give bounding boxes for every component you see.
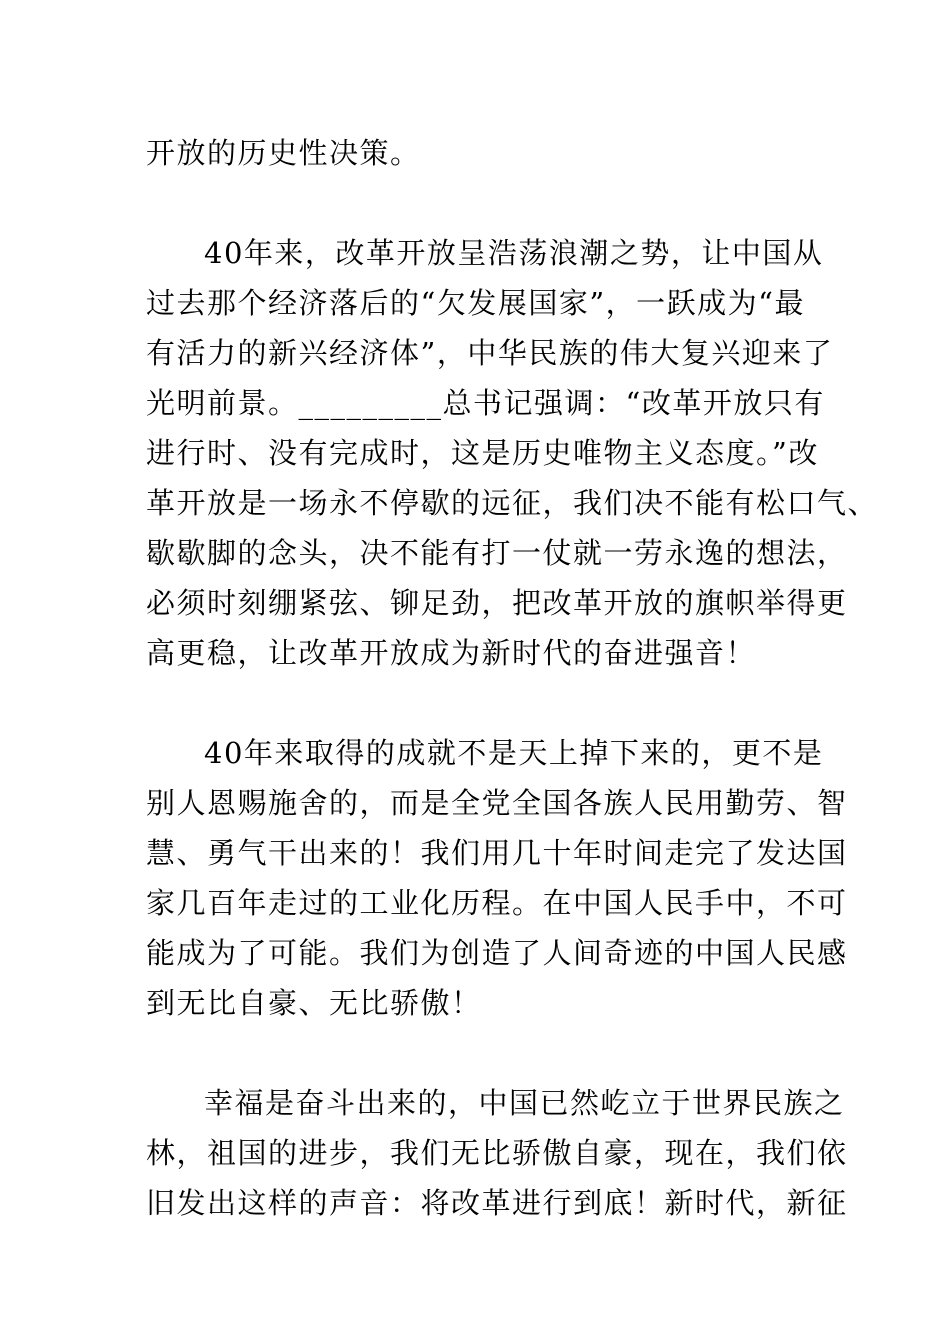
text-line: 旧发出这样的声音：将改革进行到底！新时代，新征 (146, 1186, 848, 1220)
text-line: 高更稳，让改革开放成为新时代的奋进强音！ (146, 636, 757, 670)
text-line: 别人恩赐施舍的，而是全党全国各族人民用勤劳、智 (146, 786, 848, 820)
text-line: 必须时刻绷紧弦、铆足劲，把改革开放的旗帜举得更 (146, 586, 848, 620)
text-line: 能成为了可能。我们为创造了人间奇迹的中国人民感 (146, 936, 848, 970)
text-line: 到无比自豪、无比骄傲！ (146, 986, 482, 1020)
text-line: 林，祖国的进步，我们无比骄傲自豪，现在，我们依 (146, 1136, 848, 1170)
text-line: 歇歇脚的念头，决不能有打一仗就一劳永逸的想法， (146, 536, 848, 570)
text-line: 40年来，改革开放呈浩荡浪潮之势，让中国从 (204, 236, 824, 270)
text-line: 革开放是一场永不停歇的远征，我们决不能有松口气、 (146, 486, 879, 520)
text-line: 过去那个经济落后的“欠发展国家”，一跃成为“最 (146, 286, 805, 320)
text-line: 光明前景。_________总书记强调：“改革开放只有 (146, 386, 825, 420)
text-line: 幸福是奋斗出来的，中国已然屹立于世界民族之 (204, 1086, 845, 1120)
text-line: 慧、勇气干出来的！我们用几十年时间走完了发达国 (146, 836, 848, 870)
text-line: 家几百年走过的工业化历程。在中国人民手中，不可 (146, 886, 848, 920)
text-line: 开放的历史性决策。 (146, 136, 421, 170)
text-line: 有活力的新兴经济体”，中华民族的伟大复兴迎来了 (146, 336, 834, 370)
text-line: 进行时、没有完成时，这是历史唯物主义态度。”改 (146, 436, 819, 470)
text-line: 40年来取得的成就不是天上掉下来的，更不是 (204, 736, 824, 770)
